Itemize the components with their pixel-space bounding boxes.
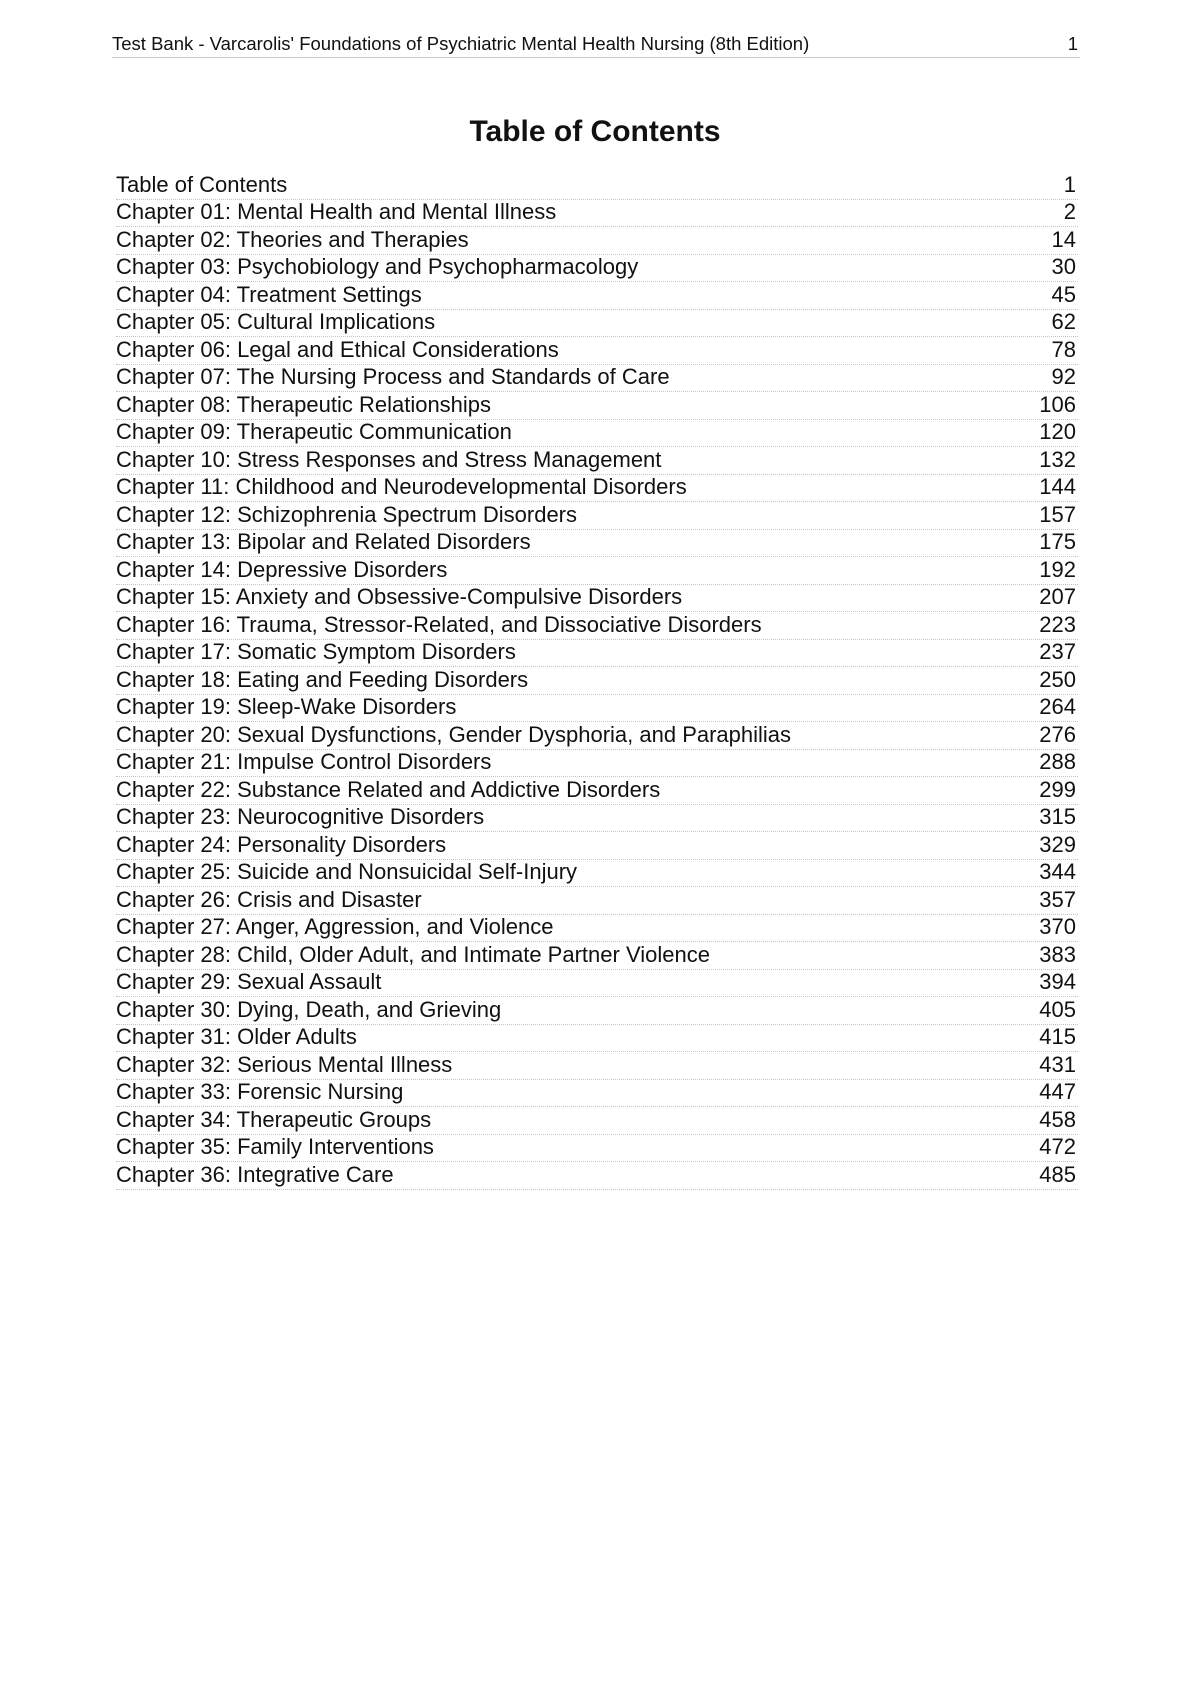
toc-entry[interactable] bbox=[116, 1025, 1078, 1053]
toc-entry[interactable] bbox=[116, 805, 1078, 833]
toc-entry-page: 92 bbox=[1051, 364, 1076, 389]
toc-entry-page: 175 bbox=[1039, 529, 1076, 554]
toc-entry-title: Chapter 27: Anger, Aggression, and Violence bbox=[116, 914, 554, 939]
toc-entry-page: 144 bbox=[1039, 474, 1076, 499]
toc-entry[interactable] bbox=[116, 392, 1078, 420]
toc-entry-title: Chapter 29: Sexual Assault bbox=[116, 969, 382, 994]
toc-entry[interactable] bbox=[116, 282, 1078, 310]
toc-entry-title: Chapter 15: Anxiety and Obsessive-Compulsive Disorders bbox=[116, 584, 683, 609]
toc-entry-page: 264 bbox=[1039, 694, 1076, 719]
toc-entry[interactable] bbox=[116, 1052, 1078, 1080]
toc-entry[interactable] bbox=[116, 667, 1078, 695]
toc-entry[interactable] bbox=[116, 640, 1078, 668]
toc-entry-title: Chapter 32: Serious Mental Illness bbox=[116, 1051, 453, 1077]
toc-entry[interactable] bbox=[116, 227, 1078, 255]
toc-entry-title: Chapter 23: Neurocognitive Disorders bbox=[116, 804, 485, 829]
toc-entry-title: Chapter 12: Schizophrenia Spectrum Disorders bbox=[116, 501, 578, 527]
toc-entry-title: Chapter 09: Therapeutic Communication bbox=[116, 419, 512, 444]
toc-entry-title: Chapter 18: Eating and Feeding Disorders bbox=[116, 666, 529, 692]
toc-entry-title: Chapter 17: Somatic Symptom Disorders bbox=[116, 639, 516, 664]
toc-entry[interactable] bbox=[116, 475, 1078, 503]
toc-entry[interactable] bbox=[116, 997, 1078, 1025]
toc-entry-title: Chapter 07: The Nursing Process and Standards of Care bbox=[116, 364, 670, 389]
toc-entry-title: Chapter 05: Cultural Implications bbox=[116, 309, 436, 334]
toc-entry-title: Chapter 01: Mental Health and Mental Illness bbox=[116, 199, 557, 224]
page-number: 1 bbox=[1067, 33, 1078, 54]
toc-entry-page: 106 bbox=[1039, 391, 1076, 417]
toc-entry-title: Chapter 16: Trauma, Stressor-Related, and Dissociative Disorders bbox=[116, 611, 762, 637]
toc-entry[interactable] bbox=[116, 310, 1078, 338]
toc-entry-page: 192 bbox=[1039, 556, 1076, 582]
toc-entry-title: Table of Contents bbox=[116, 171, 288, 197]
toc-entry-page: 344 bbox=[1039, 859, 1076, 884]
toc-entry-page: 250 bbox=[1039, 666, 1076, 692]
toc-entry[interactable] bbox=[116, 557, 1078, 585]
toc-entry-title: Chapter 35: Family Interventions bbox=[116, 1134, 434, 1159]
toc-entry-title: Chapter 31: Older Adults bbox=[116, 1024, 357, 1049]
toc-entry-title: Chapter 03: Psychobiology and Psychopharmacology bbox=[116, 254, 639, 279]
toc-entry[interactable] bbox=[116, 447, 1078, 475]
toc-entry[interactable] bbox=[116, 832, 1078, 860]
toc-entry[interactable] bbox=[116, 502, 1078, 530]
toc-entry-title: Chapter 11: Childhood and Neurodevelopmental Disorders bbox=[116, 474, 687, 499]
toc-entry[interactable] bbox=[116, 887, 1078, 915]
toc-entry[interactable] bbox=[116, 172, 1078, 200]
toc-entry[interactable] bbox=[116, 777, 1078, 805]
toc-entry[interactable] bbox=[116, 695, 1078, 723]
toc-entry-title: Chapter 24: Personality Disorders bbox=[116, 831, 447, 857]
toc-entry-page: 472 bbox=[1039, 1134, 1076, 1159]
toc-entry-page: 458 bbox=[1039, 1106, 1076, 1132]
toc-entry-page: 14 bbox=[1051, 226, 1076, 252]
toc-entry-title: Chapter 26: Crisis and Disaster bbox=[116, 886, 422, 912]
toc-entry[interactable] bbox=[116, 337, 1078, 365]
toc-entry-page: 383 bbox=[1039, 941, 1076, 967]
toc-entry-page: 276 bbox=[1039, 721, 1076, 747]
toc-entry-title: Chapter 22: Substance Related and Addictive Disorders bbox=[116, 776, 661, 802]
toc-entry-page: 329 bbox=[1039, 831, 1076, 857]
toc-entry-page: 431 bbox=[1039, 1051, 1076, 1077]
toc-entry-page: 132 bbox=[1039, 446, 1076, 472]
toc-entry-page: 394 bbox=[1039, 969, 1076, 994]
toc-entry-title: Chapter 02: Theories and Therapies bbox=[116, 226, 469, 252]
toc-list bbox=[116, 172, 1078, 1190]
toc-entry-title: Chapter 04: Treatment Settings bbox=[116, 281, 422, 307]
toc-entry-page: 207 bbox=[1039, 584, 1076, 609]
document-title: Test Bank - Varcarolis' Foundations of Psychiatric Mental Health Nursing (8th Edition) bbox=[112, 33, 810, 54]
toc-entry-title: Chapter 36: Integrative Care bbox=[116, 1161, 394, 1187]
toc-entry-page: 157 bbox=[1039, 501, 1076, 527]
toc-entry-page: 1 bbox=[1063, 171, 1076, 197]
toc-entry-page: 237 bbox=[1039, 639, 1076, 664]
toc-entry-page: 45 bbox=[1051, 281, 1076, 307]
toc-entry[interactable] bbox=[116, 942, 1078, 970]
toc-entry[interactable] bbox=[116, 585, 1078, 613]
toc-entry[interactable] bbox=[116, 1107, 1078, 1135]
toc-entry-page: 415 bbox=[1039, 1024, 1076, 1049]
toc-entry-page: 288 bbox=[1039, 749, 1076, 774]
toc-entry-page: 62 bbox=[1051, 309, 1076, 334]
toc-entry-title: Chapter 08: Therapeutic Relationships bbox=[116, 391, 492, 417]
toc-entry-title: Chapter 25: Suicide and Nonsuicidal Self-Injury bbox=[116, 859, 578, 884]
toc-entry-title: Chapter 13: Bipolar and Related Disorders bbox=[116, 529, 531, 554]
toc-entry-page: 2 bbox=[1063, 199, 1076, 224]
toc-entry[interactable] bbox=[116, 1162, 1078, 1190]
toc-entry-title: Chapter 14: Depressive Disorders bbox=[116, 556, 448, 582]
toc-entry-page: 315 bbox=[1039, 804, 1076, 829]
toc-entry[interactable] bbox=[116, 420, 1078, 448]
toc-entry-page: 370 bbox=[1039, 914, 1076, 939]
toc-entry-title: Chapter 19: Sleep-Wake Disorders bbox=[116, 694, 457, 719]
toc-entry-page: 357 bbox=[1039, 886, 1076, 912]
toc-entry[interactable] bbox=[116, 612, 1078, 640]
toc-entry[interactable] bbox=[116, 915, 1078, 943]
toc-entry-page: 405 bbox=[1039, 996, 1076, 1022]
toc-entry[interactable] bbox=[116, 255, 1078, 283]
toc-entry[interactable] bbox=[116, 722, 1078, 750]
toc-entry-page: 485 bbox=[1039, 1161, 1076, 1187]
toc-entry-page: 299 bbox=[1039, 776, 1076, 802]
toc-entry-title: Chapter 34: Therapeutic Groups bbox=[116, 1106, 432, 1132]
running-header bbox=[112, 33, 1080, 58]
toc-entry[interactable] bbox=[116, 200, 1078, 228]
toc-entry-title: Chapter 06: Legal and Ethical Considerations bbox=[116, 336, 559, 362]
toc-entry[interactable] bbox=[116, 365, 1078, 393]
toc-entry[interactable] bbox=[116, 750, 1078, 778]
toc-entry-page: 120 bbox=[1039, 419, 1076, 444]
toc-heading: Table of Contents bbox=[469, 115, 721, 148]
toc-entry[interactable] bbox=[116, 1080, 1078, 1108]
toc-entry-title: Chapter 30: Dying, Death, and Grieving bbox=[116, 996, 502, 1022]
toc-entry-page: 447 bbox=[1039, 1079, 1076, 1104]
toc-entry[interactable] bbox=[116, 860, 1078, 888]
toc-entry-page: 30 bbox=[1051, 254, 1076, 279]
toc-entry-title: Chapter 33: Forensic Nursing bbox=[116, 1079, 404, 1104]
toc-entry[interactable] bbox=[116, 970, 1078, 998]
toc-entry-title: Chapter 28: Child, Older Adult, and Intimate Partner Violence bbox=[116, 941, 710, 967]
toc-entry-title: Chapter 10: Stress Responses and Stress Management bbox=[116, 446, 662, 472]
toc-entry-page: 223 bbox=[1039, 611, 1076, 637]
toc-entry-page: 78 bbox=[1051, 336, 1076, 362]
toc-entry-title: Chapter 20: Sexual Dysfunctions, Gender Dysphoria, and Paraphilias bbox=[116, 721, 792, 747]
toc-entry[interactable] bbox=[116, 1135, 1078, 1163]
toc-entry-title: Chapter 21: Impulse Control Disorders bbox=[116, 749, 492, 774]
toc-entry[interactable] bbox=[116, 530, 1078, 558]
